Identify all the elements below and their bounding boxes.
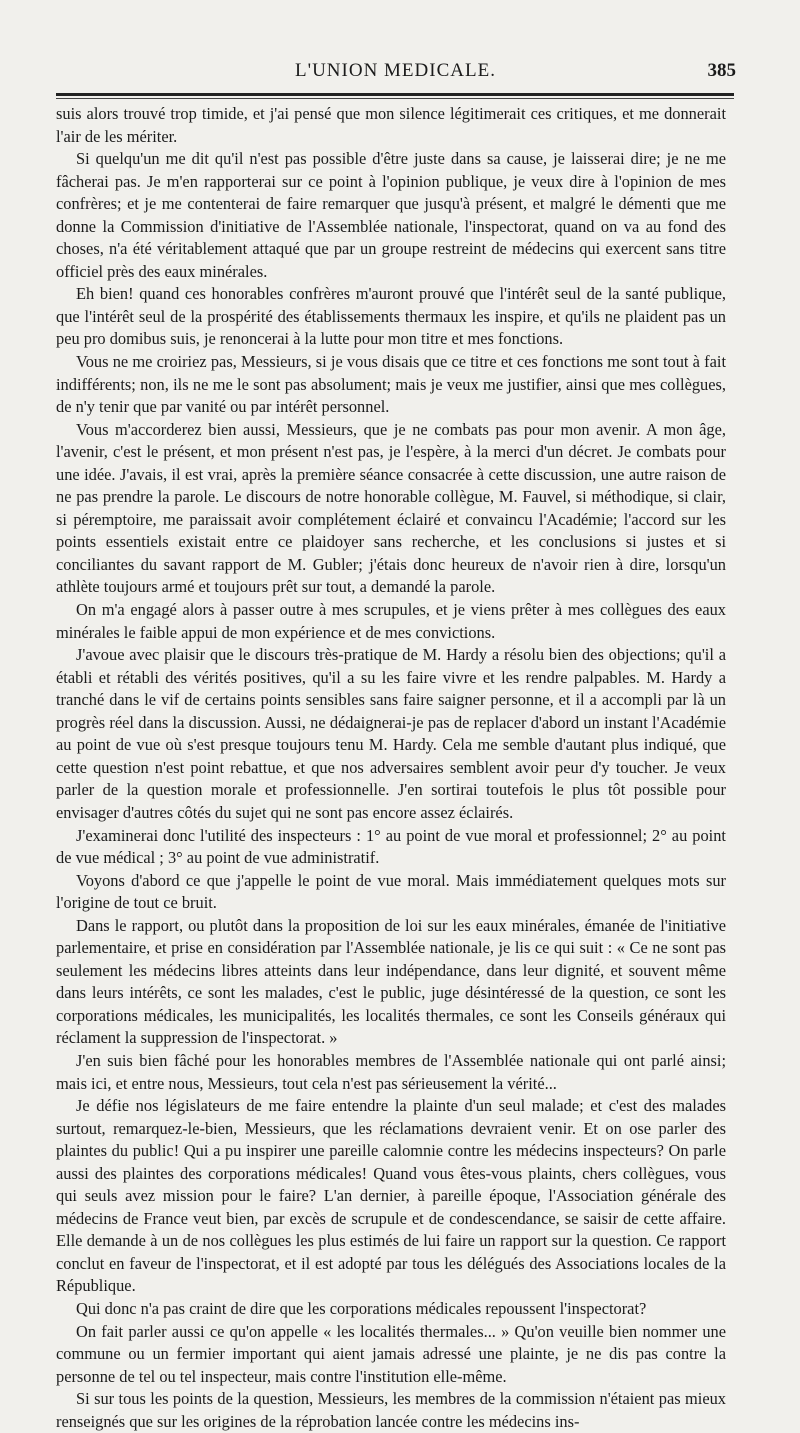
article-body — [56, 103, 726, 1433]
paragraph: Vous ne me croiriez pas, Messieurs, si je vous disais que ce titre et ces fonctions me sont tout à fait indifférents; non, ils ne me le sont pas absolument; mais je veux me justifier, ainsi que mes collègues, de n'y tenir que par vanité ou par intérêt personnel. — [56, 352, 726, 417]
paragraph: Je défie nos législateurs de me faire entendre la plainte d'un seul malade; et c'est des malades surtout, remarquez-le-bien, Messieurs, que les réclamations devraient venir. Et on ose parler des plaintes du public! Qui a pu inspirer une pareille calomnie contre les médecins inspecteurs? On parle aussi des plaintes des corporations médicales! Quand vous êtes-vous plaints, chers collègues, vous qui seuls avez mission pour le faire? L'an dernier, à pareille époque, l'Association générale des médecins de France veut bien, par excès de scrupule et de condescendance, se saisir de cette affaire. Elle demande à un de nos collègues les plus estimés de lui faire un rapport sur la question. Ce rapport conclut en faveur de l'inspectorat, et il est adopté par tous les délégués des Associations locales de la République. — [56, 1096, 726, 1296]
running-header — [55, 60, 736, 86]
header-rule — [56, 93, 734, 96]
paragraph: J'en suis bien fâché pour les honorables membres de l'Assemblée nationale qui ont parlé ainsi; mais ici, et entre nous, Messieurs, tout cela n'est pas sérieusement la vérité... — [56, 1050, 726, 1093]
paragraph: Dans le rapport, ou plutôt dans la proposition de loi sur les eaux minérales, émanée de l'initiative parlementaire, et prise en considération par l'Assemblée nationale, je lis ce qui suit : « Ce ne sont pas seulement les médecins libres atteints dans leur indépendance, dans leur dignité, et souvent même dans leurs intérêts, ce sont les malades, c'est le public, juge désintéressé de la question, ce sont les corporations médicales, les municipalités, les localités thermales, ce sont les Conseils généraux qui réclament la suppression de l'inspectorat. » — [56, 915, 726, 1048]
paragraph: On m'a engagé alors à passer outre à mes scrupules, et je viens prêter à mes collègues des eaux minérales le faible appui de mon expérience et de mes convictions. — [56, 600, 726, 642]
paragraph: Qui donc n'a pas craint de dire que les corporations médicales repoussent l'inspectorat? — [76, 1298, 647, 1318]
paragraph: On fait parler aussi ce qu'on appelle « les localités thermales... » Qu'on veuille bien nommer une commune ou un fermier important qui aient jamais adressé une plainte, je ne dis pas contre la personne de tel ou tel inspecteur, mais contre l'institution elle-même. — [56, 1321, 726, 1386]
paragraph: Si sur tous les points de la question, Messieurs, les membres de la commission n'étaient pas mieux renseignés que sur les origines de la réprobation lancée contre les médecins ins- — [56, 1389, 726, 1431]
header-rule-thin — [56, 98, 734, 99]
journal-title: L'UNION MEDICALE. — [295, 60, 496, 81]
paragraph: Si quelqu'un me dit qu'il n'est pas possible d'être juste dans sa cause, je laisserai dire; je ne me fâcherai pas. Je m'en rapporterai sur ce point à l'opinion publique, je veux dire à l'opinion de mes confrères; et je me contenterai de faire remarquer que jusqu'à présent, et malgré le démenti que me donne la Commission d'initiative de l'Assemblée nationale, l'inspectorat, quand on va au fond des choses, n'a été véritablement attaqué que par un groupe restreint de médecins qui exercent sans titre officiel près des eaux minérales. — [56, 149, 726, 281]
paragraph: J'examinerai donc l'utilité des inspecteurs : 1° au point de vue moral et professionnel; 2° au point de vue médical ; 3° au point de vue administratif. — [56, 825, 726, 868]
paragraph: J'avoue avec plaisir que le discours très-pratique de M. Hardy a résolu bien des objections; qu'il a établi et rétabli des vérités positives, qu'il a su les faire vivre et les rendre palpables. M. Hardy a tranché dans le vif de certains points sensibles sans faire saigner personne, et il a accompli par là un progrès réel dans la discussion. Aussi, ne dédaignerai-je pas de replacer d'abord un instant l'Académie au point de vue où s'est presque toujours tenu M. Hardy. Cela me semble d'autant plus indiqué, que cette question n'est point rebattue, et que nos adversaires semblent avoir peur d'y toucher. Je veux parler de la question morale et professionnelle. J'en sortirai toutefois le plus tôt possible pour envisager d'autres côtés du sujet qui ne sont pas encore assez éclairés. — [56, 645, 726, 822]
paragraph: suis alors trouvé trop timide, et j'ai pensé que mon silence légitimerait ces critiques, et me donnerait l'air de les mériter. — [56, 104, 726, 146]
paragraph: Eh bien! quand ces honorables confrères m'auront prouvé que l'intérêt seul de la santé publique, que l'intérêt seul de la prospérité des établissements thermaux les inspire, et qu'ils ne plaident pas un peu pro domibus suis, je renoncerai à la lutte pour mon titre et mes fonctions. — [56, 284, 726, 349]
page-number: 385 — [707, 60, 736, 81]
paragraph: Voyons d'abord ce que j'appelle le point de vue moral. Mais immédiatement quelques mots sur l'origine de tout ce bruit. — [56, 870, 726, 913]
paragraph: Vous m'accorderez bien aussi, Messieurs, que je ne combats pas pour mon avenir. A mon âge, l'avenir, c'est le présent, et mon présent n'est pas, je l'espère, à la merci d'un décret. Je combats pour une idée. J'avais, il est vrai, après la première séance consacrée à cette discussion, une autre raison de ne pas prendre la parole. Le discours de notre honorable collègue, M. Fauvel, si méthodique, si clair, si péremptoire, me paraissait avoir complétement éclairé et convaincu l'Académie; l'accord sur les points essentiels existait entre ce plaidoyer sans recherche, et les conclusions si justes et si conciliantes du savant rapport de M. Gubler; j'étais donc heureux de n'avoir rien à dire, lorsqu'un athlète toujours armé et toujours prêt sur tout, a demandé la parole. — [56, 419, 726, 597]
